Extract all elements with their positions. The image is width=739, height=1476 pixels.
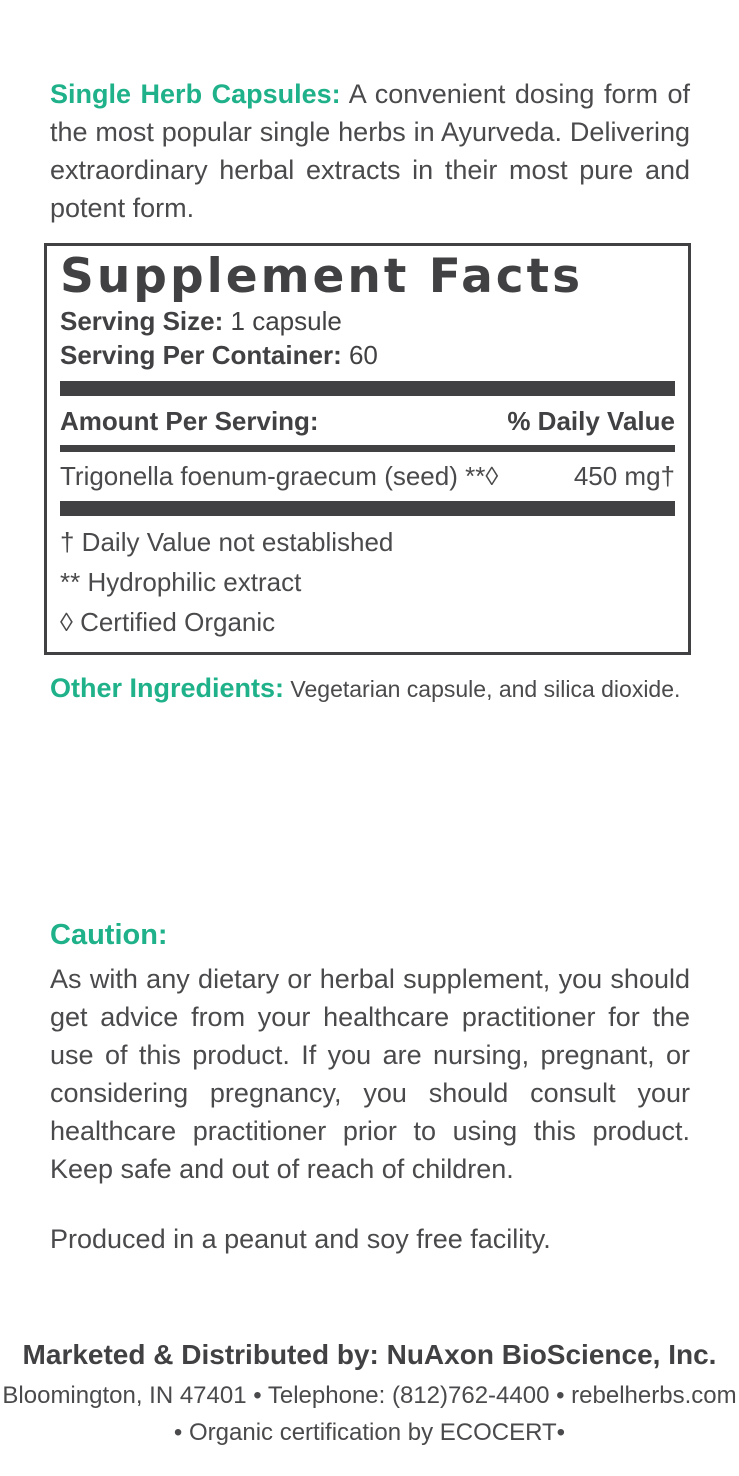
intro-paragraph	[50, 75, 690, 227]
caution-heading: Caution:	[50, 919, 168, 951]
other-ingredients-text: Vegetarian capsule, and silica dioxide.	[290, 676, 681, 702]
divider-bar-thick	[60, 381, 675, 396]
servings-per-container-label: Serving Per Container:	[60, 340, 342, 370]
facts-header-row	[60, 404, 675, 438]
other-ingredients-line	[50, 672, 690, 705]
certification-line: • Organic certification by ECOCERT•	[173, 1419, 566, 1446]
serving-size-label: Serving Size:	[60, 306, 224, 336]
facts-footnotes	[60, 522, 675, 642]
servings-per-container-value: 60	[348, 340, 378, 370]
ingredient-amount: 450 mg†	[573, 461, 675, 491]
intro-heading: Single Herb Capsules:	[50, 79, 341, 109]
distributor-line: Marketed & Distributed by: NuAxon BioScience, Inc.	[22, 1339, 717, 1370]
contact-line: Bloomington, IN 47401 • Telephone: (812)762-4400 • rebelherbs.com	[2, 1382, 737, 1409]
divider-bar-thick-2	[60, 501, 675, 516]
facility-note: Produced in a peanut and soy free facility.	[50, 1224, 551, 1254]
supplement-facts-title: Supplement Facts	[60, 249, 584, 304]
serving-size-line	[60, 304, 675, 338]
footer	[0, 1338, 739, 1448]
serving-size-value: 1 capsule	[230, 306, 342, 336]
divider-bar-thin	[60, 445, 675, 452]
amount-per-serving-header: Amount Per Serving:	[60, 406, 319, 436]
other-ingredients-heading: Other Ingredients:	[50, 673, 285, 703]
ingredient-row	[60, 459, 675, 493]
caution-paragraph: As with any dietary or herbal supplement, you should get advice from your healthcare practitioner for the use of this product. If you are nursing, pregnant, or considering pregnancy, you should consult your healthcare practitioner prior to using this product. Keep safe and out of reach of children.	[50, 964, 690, 1184]
intro-text: A convenient dosing form of the most popular single herbs in Ayurveda. Delivering extraordinary herbal extracts in their most pure and potent form.	[50, 79, 691, 223]
footnote-certified-organic: ◊ Certified Organic	[60, 607, 276, 637]
servings-per-container-line	[60, 338, 675, 372]
daily-value-header: % Daily Value	[507, 406, 675, 436]
footnote-hydrophilic: ** Hydrophilic extract	[60, 567, 302, 597]
supplement-facts-box	[44, 243, 691, 655]
footnote-daily-value: † Daily Value not established	[60, 527, 394, 557]
ingredient-name: Trigonella foenum-graecum (seed) **◊	[60, 461, 499, 491]
